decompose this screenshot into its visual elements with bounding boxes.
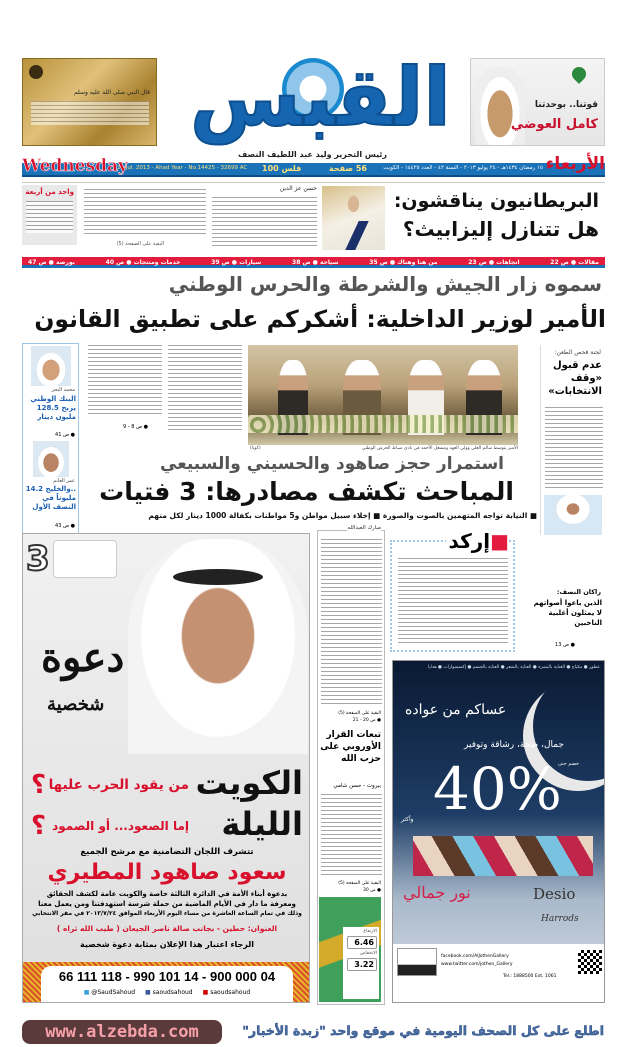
question-mark: ؟ bbox=[31, 770, 47, 800]
continued-link[interactable]: البقية على الصفحة (5) bbox=[338, 711, 381, 716]
desio-logo: Desio bbox=[533, 885, 576, 903]
page-count: 56 صفحة bbox=[328, 164, 367, 173]
section-link[interactable]: خدمات ومنتجات ● ص 40 bbox=[105, 259, 181, 266]
brief-headline[interactable]: البنك الوطني يربح 128.5 مليون دينار bbox=[30, 395, 76, 421]
ad-tagline: جمال، صحة، رشاقة وتوفير bbox=[464, 740, 564, 750]
ad-line-big: الليلة bbox=[221, 805, 303, 843]
section-link[interactable]: اتجاهات ● ص 23 bbox=[468, 259, 520, 266]
harrods-logo: Harrods bbox=[541, 914, 579, 924]
story-text bbox=[545, 407, 603, 491]
weather-label: الانخفاض bbox=[359, 951, 377, 956]
ad-note: الرجاء اعتبار هذا الإعلان بمثابة دعوة شخصية bbox=[79, 940, 255, 949]
ad-line-small: من يقود الحرب عليها bbox=[48, 777, 189, 793]
ad-text-lines bbox=[31, 101, 149, 125]
portrait-photo bbox=[544, 495, 602, 535]
logo-text: القبس bbox=[190, 51, 451, 144]
beauty-ad[interactable] bbox=[392, 660, 605, 1003]
photo-credit: (كونا) bbox=[250, 446, 261, 451]
ad-footer bbox=[23, 962, 310, 1003]
right-headline[interactable]: عدم قبول «وقف الانتخابات» bbox=[548, 360, 602, 397]
sidebar-box-title: واحد من أربعة bbox=[25, 188, 74, 196]
price: 100 فلس bbox=[262, 164, 302, 173]
agal bbox=[173, 569, 263, 585]
mini-kicker: راكان النصف: bbox=[556, 588, 601, 596]
twitter-icon: ■ bbox=[83, 989, 90, 996]
twitter-link[interactable] bbox=[84, 988, 135, 997]
continued-link[interactable]: البقية على الصفحة (5) bbox=[338, 881, 381, 886]
bullet-1: النيابة تواجه المتهمين بالصوت والصورة bbox=[382, 511, 528, 520]
day-arabic: الأربعاء bbox=[545, 154, 605, 174]
ad-address: العنوان: حطين - بجانب صالة ناصر الجيعان ( طيب الله ثراه ) bbox=[56, 924, 278, 933]
erkad-title-text: إركد bbox=[448, 529, 491, 553]
social-links bbox=[41, 988, 293, 997]
main-headline[interactable]: الأمير لوزير الداخلية: أشكركم على تطبيق القانون bbox=[34, 305, 606, 333]
facebook-handle: saoudsahoud bbox=[152, 989, 193, 996]
website-link[interactable]: www.twitter.com/jothen_Gallery bbox=[441, 962, 513, 967]
story-text bbox=[321, 539, 382, 707]
newspaper-logo bbox=[190, 48, 451, 148]
invitation-word: دعوة bbox=[41, 634, 125, 681]
page-ref[interactable]: ● ص 13 bbox=[555, 642, 575, 648]
editor-line: رئيس التحرير وليد عبد اللطيف النصف bbox=[237, 150, 388, 159]
ad-line-big: الكويت bbox=[195, 764, 303, 802]
section-link[interactable]: من هنا وهناك ● ص 35 bbox=[369, 259, 438, 266]
day-english: Wednesday bbox=[22, 156, 128, 176]
header-ad-left[interactable] bbox=[22, 58, 157, 146]
erkad-column[interactable] bbox=[390, 529, 515, 652]
footer-banner-text: اطلع على كل الصحف اليومية في موقع واحد "زبدة الأخبار" bbox=[242, 1023, 604, 1038]
ad-phones[interactable]: 66 111 118 - 990 101 14 - 900 000 04 bbox=[58, 969, 276, 984]
sidebar-box[interactable] bbox=[22, 185, 77, 245]
weather-value: 3.22 bbox=[347, 958, 377, 971]
discount-prefix: خصم حتى bbox=[558, 761, 580, 767]
story-text bbox=[321, 794, 382, 878]
product-boxes bbox=[413, 836, 593, 876]
person-name: عمر الغانم bbox=[53, 478, 75, 484]
elections-logo bbox=[53, 540, 117, 578]
date-ar: ١٥ رمضان ١٤٣٤هـ - ٢٤ يوليو ٢٠١٣ - السنة ٤٢ - العدد ١٤٤٢٥ - الكويت bbox=[383, 165, 543, 171]
twitter-handle: @SaudSahoud bbox=[91, 989, 136, 996]
main-kicker[interactable]: سموه زار الجيش والشرطة والحرس الوطني bbox=[168, 272, 602, 296]
facebook-link[interactable]: facebook.com/AlJothenGallery bbox=[441, 954, 509, 959]
story-text bbox=[168, 345, 242, 433]
weather-label: الارتفاع bbox=[363, 929, 377, 934]
portrait-photo bbox=[33, 441, 69, 477]
ad-slogan: قوتنا.. بوحدتنا bbox=[534, 100, 598, 110]
page-ref[interactable]: ● ص 30 bbox=[363, 888, 381, 893]
section-link[interactable]: سيارات ● ص 39 bbox=[211, 259, 262, 266]
qr-code-icon[interactable] bbox=[578, 950, 602, 974]
square-icon: ■ bbox=[490, 529, 509, 553]
youtube-icon: ■ bbox=[202, 989, 209, 996]
story-text bbox=[88, 345, 162, 417]
ad-footer-panel bbox=[41, 966, 293, 1003]
right-mini[interactable] bbox=[530, 538, 605, 653]
top-headline-2[interactable]: هل تتنازل إليزابيث؟ bbox=[402, 217, 599, 241]
website-url[interactable]: www.alzebda.com bbox=[22, 1020, 222, 1044]
ad-body-line: وذلك في تمام الساعة العاشرة من مساء اليوم الأربعاء الموافق ٢٠١٣/٧/٢٤ في مقر الانتخابي bbox=[32, 910, 302, 917]
discount-suffix: وأكثر bbox=[401, 816, 414, 823]
header-ad-right[interactable] bbox=[470, 58, 605, 146]
facebook-icon: ■ bbox=[145, 989, 151, 996]
byline: مبارك العبدالله bbox=[347, 525, 381, 531]
brief-headline[interactable]: ..والخليج 14.2 مليوناً في النصف الأول bbox=[25, 485, 76, 511]
page-ref[interactable]: ● ص 8 - 9 bbox=[123, 424, 148, 430]
candidate-photo bbox=[475, 67, 525, 145]
phone: Tel.: 1888500 Ext. 1061 bbox=[503, 974, 557, 979]
ad-nav: عطور ● مكياج ● العناية بالبشرة ● العناية بالشعر ● العناية بالجسم ● إكسسوارات ● هدايا bbox=[427, 665, 600, 670]
flowers bbox=[248, 415, 518, 433]
eu-headline[interactable]: تبعات القرار الأوروبي على حزب الله bbox=[320, 730, 381, 764]
second-bullets: ■ النيابة تواجه المتهمين بالصوت والصورة ■ إخلاء سبيل مواطن و5 مواطنات بكفالة 1000 دينار لكل منهم bbox=[148, 511, 537, 520]
weather-panel bbox=[343, 927, 379, 999]
story-text bbox=[212, 197, 317, 247]
weather-value: 6.46 bbox=[347, 936, 377, 949]
sidebar-box-text bbox=[26, 201, 73, 233]
ad-line-small: إما الصعود... أو الصمود bbox=[52, 819, 189, 833]
page-ref[interactable]: ● ص 20 - 21 bbox=[352, 718, 381, 723]
ad-brand: نور جمالي bbox=[403, 883, 471, 902]
column-text bbox=[398, 558, 508, 646]
continued-link[interactable]: البقية على الصفحة (5) bbox=[116, 241, 164, 247]
kitchen-logo bbox=[397, 948, 437, 976]
candidate-name: سعود صاهود المطيري bbox=[47, 860, 287, 885]
mini-headline[interactable]: الذين باعوا أصواتهم لا يمثلون أغلبية الناخبين bbox=[533, 599, 602, 627]
campaign-ad[interactable] bbox=[22, 533, 310, 1003]
section-link[interactable]: مقالات ● ص 22 bbox=[550, 259, 599, 266]
story-text bbox=[84, 189, 206, 237]
right-column bbox=[540, 345, 605, 535]
youtube-link[interactable] bbox=[203, 988, 251, 997]
erkad-title bbox=[446, 530, 509, 552]
date-en: 24 Jul. 2013 - Ahad Year - No.14425 - 32699 AC bbox=[117, 165, 248, 171]
ad-number: 3 bbox=[26, 539, 50, 579]
byline: حسن عز الدين bbox=[279, 185, 317, 192]
discount: 40% bbox=[433, 755, 562, 823]
heart-flag-icon bbox=[569, 64, 589, 84]
ad-greeting: عساكم من عواده bbox=[405, 702, 507, 718]
section-link[interactable]: بورصة ● ص 47 bbox=[28, 259, 75, 266]
top-headline-1[interactable]: البريطانيون يناقشون: bbox=[393, 190, 599, 212]
eu-byline: بيروت - حسن شامي bbox=[333, 783, 381, 789]
emblem-icon bbox=[29, 65, 43, 79]
sash bbox=[345, 221, 369, 250]
ad-text: قال النبي صلى الله عليه وسلم bbox=[74, 89, 150, 96]
committees-text: تتشرف اللجان التضامنية مع مرشح الجميع bbox=[80, 847, 254, 857]
section-link[interactable]: سياحة ● ص 38 bbox=[292, 259, 339, 266]
ad-body-line: ومعرفة ما دار في الأيام الماضية من حملة شرسة استهدفتنا ومن يعمل معنا bbox=[38, 900, 296, 908]
ad-name: كامل العوضي bbox=[510, 117, 598, 132]
main-photo bbox=[248, 345, 518, 445]
personal-word: شخصية bbox=[47, 694, 105, 715]
left-column bbox=[22, 343, 79, 538]
sections-bar bbox=[22, 257, 605, 268]
ad-body-line: بدعوة أبناء الأمة في الدائرة الثالثة خاصة والكويت عامة لكشف الحقائق bbox=[46, 890, 288, 898]
weather-box bbox=[319, 897, 381, 1002]
candidate-photo bbox=[128, 539, 308, 754]
bullet-2: إخلاء سبيل مواطن و5 مواطنات بكفالة 1000 دينار لكل منهم bbox=[148, 511, 371, 520]
second-kicker[interactable]: استمرار حجز صاهود والحسيني والسبيعي bbox=[160, 454, 504, 474]
facebook-link[interactable] bbox=[145, 988, 193, 997]
youtube-handle: saoudsahoud bbox=[210, 989, 251, 996]
right-kicker: لجنة فحص الطعن: bbox=[554, 349, 601, 356]
page-ref[interactable]: ● ص 43 bbox=[55, 523, 75, 529]
queen-photo bbox=[322, 186, 385, 250]
portrait-photo bbox=[31, 346, 71, 386]
ad-footer bbox=[393, 944, 605, 1003]
page-ref[interactable]: ● ص 41 bbox=[55, 432, 75, 438]
person-name: محمد البحر bbox=[51, 387, 75, 393]
second-headline[interactable]: المباحث تكشف مصادرها: 3 فتيات bbox=[99, 477, 514, 506]
photo-caption: الأمير يتوسط سالم العلي وولي العهد ومشعل الأحمد في نادي ضباط الحرس الوطني bbox=[361, 446, 518, 451]
question-mark: ؟ bbox=[31, 811, 47, 841]
top-story[interactable] bbox=[22, 182, 605, 252]
